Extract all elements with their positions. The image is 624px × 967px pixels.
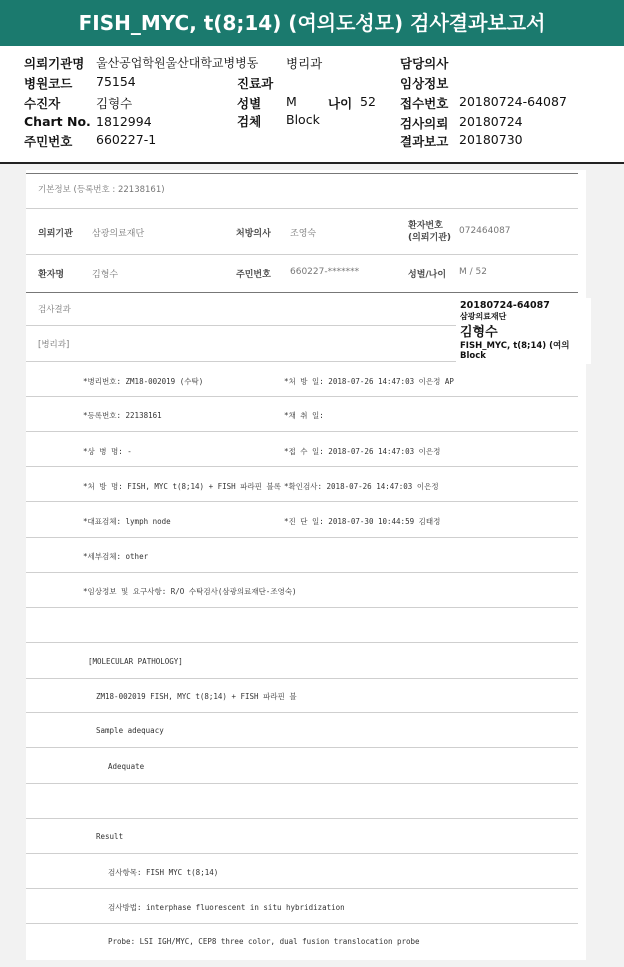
- divider: [26, 537, 578, 538]
- detail-left: *처 방 명: FISH, MYC t(8;14) + FISH 파라핀 블록: [83, 482, 281, 491]
- org-value: 삼광의료재단: [92, 229, 145, 239]
- sticker-patient-name: 김형수: [460, 325, 498, 340]
- detail-right: *처 방 일: 2018-07-26 14:47:03 이은정 AP: [284, 377, 454, 386]
- patient-number-label: 환자번호 (의뢰기관): [408, 221, 452, 243]
- request-label: 검사의뢰: [400, 116, 449, 131]
- scanned-report: [26, 170, 586, 960]
- divider: [26, 712, 578, 713]
- clinic-label: 진료과: [237, 76, 274, 91]
- result-section-heading: 검사결과: [38, 305, 71, 315]
- divider: [26, 818, 578, 819]
- specimen-value: Block: [286, 112, 320, 127]
- patient-name-label: 환자명: [38, 270, 65, 280]
- divider: [26, 466, 578, 467]
- test-item: 검사항목: FISH MYC t(8;14): [108, 868, 219, 877]
- detail-left: *병리번호: ZM18-002019 (수탁): [83, 377, 204, 386]
- dept-value: 병리과: [286, 56, 323, 71]
- molecular-test-line: ZM18-002019 FISH, MYC t(8;14) + FISH 파라핀 블: [96, 692, 297, 701]
- detail-left: *등록번호: 22138161: [83, 411, 162, 420]
- detail-right: *확인검사: 2018-07-26 14:47:03 이은정: [284, 482, 439, 491]
- header-info: [0, 46, 624, 164]
- sticker-receipt-number: 20180724-64087: [460, 300, 550, 311]
- clinical-info-label: 임상정보: [400, 76, 449, 91]
- patient-number-value: 072464087: [459, 226, 511, 236]
- sex-age-value: M / 52: [459, 267, 487, 277]
- detail-left: *임상정보 및 요구사항: R/O 수탁검사(삼광의료재단-조영숙): [83, 587, 297, 596]
- detail-right: *접 수 일: 2018-07-26 14:47:03 이은정: [284, 447, 441, 456]
- prescriber-label: 처방의사: [236, 229, 271, 239]
- specimen-label: 검체: [237, 114, 262, 129]
- divider: [26, 783, 578, 784]
- institution-label: 의뢰기관명: [24, 56, 85, 71]
- sample-adequacy-value: Adequate: [108, 762, 145, 771]
- age-value: 52: [360, 94, 376, 109]
- probe-info: Probe: LSI IGH/MYC, CEP8 three color, dual fusion translocation probe: [108, 937, 420, 946]
- divider: [26, 923, 578, 924]
- divider: [26, 208, 578, 209]
- result-label: Result: [96, 832, 124, 841]
- rrn-label: 주민번호: [236, 270, 271, 280]
- sticker-institution: 삼광의료재단: [460, 312, 507, 321]
- hospital-code-label: 병원코드: [24, 76, 73, 91]
- age-label: 나이: [328, 96, 353, 111]
- divider: [26, 173, 578, 174]
- divider: [26, 747, 578, 748]
- detail-left: *대표검체: lymph node: [83, 517, 171, 526]
- divider: [26, 292, 578, 293]
- report-date-label: 결과보고: [400, 134, 449, 149]
- molecular-heading: [MOLECULAR PATHOLOGY]: [88, 657, 183, 666]
- basic-info-heading: 기본정보 (등록번호 : 22138161): [38, 185, 165, 195]
- org-label: 의뢰기관: [38, 229, 73, 239]
- detail-left: *상 병 명: -: [83, 447, 132, 456]
- hospital-code-value: 75154: [96, 74, 136, 89]
- doctor-label: 담당의사: [400, 56, 449, 71]
- divider: [26, 254, 578, 255]
- divider: [26, 572, 578, 573]
- receipt-value: 20180724-64087: [459, 94, 567, 109]
- receipt-label: 접수번호: [400, 96, 449, 111]
- detail-left: *세부검체: other: [83, 552, 149, 561]
- rrn-label: 주민번호: [24, 134, 73, 149]
- report-title: FISH_MYC, t(8;14) (여의도성모) 검사결과보고서: [0, 0, 624, 46]
- report-date-value: 20180730: [459, 132, 523, 147]
- sticker-test-name: FISH_MYC, t(8;14) (여의: [460, 341, 570, 351]
- divider: [26, 431, 578, 432]
- rrn-value: 660227-*******: [290, 267, 360, 277]
- sex-age-label: 성별/나이: [408, 270, 447, 280]
- divider: [26, 642, 578, 643]
- detail-right: *진 단 일: 2018-07-30 10:44:59 김태정: [284, 517, 441, 526]
- divider: [26, 607, 578, 608]
- prescriber-value: 조영숙: [290, 229, 317, 239]
- specimen-label-sticker: [456, 298, 591, 364]
- patient-name-value: 김형수: [92, 270, 119, 280]
- sample-adequacy-label: Sample adequacy: [96, 726, 164, 735]
- sex-value: M: [286, 94, 297, 109]
- divider: [26, 396, 578, 397]
- rrn-value: 660227-1: [96, 132, 157, 147]
- institution-value: 울산공업학원울산대학교병병동: [96, 56, 259, 70]
- test-method: 검사방법: interphase fluorescent in situ hybridization: [108, 903, 345, 912]
- divider: [26, 501, 578, 502]
- divider: [26, 678, 578, 679]
- sticker-specimen: Block: [460, 351, 486, 361]
- patient-value: 김형수: [96, 96, 133, 111]
- request-value: 20180724: [459, 114, 523, 129]
- chart-no-value: 1812994: [96, 114, 152, 129]
- divider: [26, 888, 578, 889]
- detail-right: *채 취 일:: [284, 411, 324, 420]
- divider: [26, 853, 578, 854]
- sex-label: 성별: [237, 96, 262, 111]
- patient-label: 수진자: [24, 96, 61, 111]
- chart-no-label: Chart No.: [24, 114, 91, 129]
- dept-section-heading: [병리과]: [38, 340, 70, 350]
